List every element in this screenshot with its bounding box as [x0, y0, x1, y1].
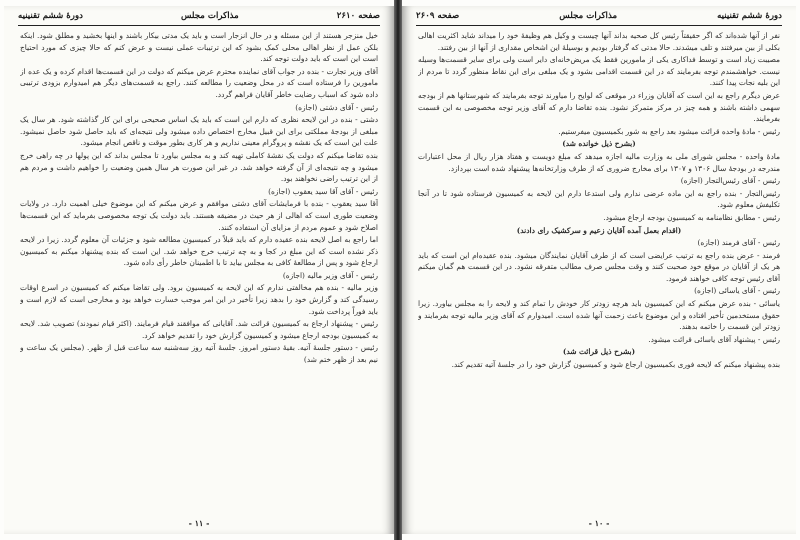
paragraph: رئیس‌التجار - بنده راجع به این ماده عرضی ندارم ولی استدعا دارم این لایحه به کمیسیون فرستاده شود تا در آنجا تکلیفش معلوم شود. [418, 188, 780, 210]
page-body-text [20, 30, 378, 516]
paragraph: رئیس - آقای یاسائی (اجازه) [694, 286, 780, 296]
paragraph: رئیس - آقای وزیر مالیه (اجازه) [282, 270, 378, 280]
paragraph: رئیس - پیشنهاد ارجاع به کمیسیون قرائت شد. آقایانی که موافقند قیام فرمایند. (اکثر قیام نمودند) تصویب شد. لایحه به کمیسیون بودجه ارجاع میشود و کمیسیون گزارش خود را تقدیم خواهد کرد. [20, 319, 378, 340]
paragraph: عرض دیگرم راجع به این است که آقایان وزراء در موقعی که لوایح را میاورند توجه بفرمایند که شهرستانها هم از بودجه سهمی داشته باشند و همه چیز در مرکز متمرکز نشود. بنده تقاضا دارم که آقای وزیر توجه مخصوصی به این قسمت بفرمایند. [418, 90, 780, 124]
paragraph: آقای وزیر تجارت - بنده در جواب آقای نماینده محترم عرض میکنم که دولت در این قسمت‌ها اقدام کرده و یک عده از مامورین را فرستاده است که در محل وضعیت را مطالعه کنند. راجع به قسمت‌های دیگر هم امیدوارم بزودی ترتیبی داده شود که اسباب رضایت خاطر آقایان فراهم گردد. [20, 66, 378, 99]
paragraph: رئیس - آقای آقا سید یعقوب (اجازه) [268, 186, 378, 196]
page-2609 [402, 6, 796, 534]
page-header [416, 10, 782, 26]
paragraph: رئیس - پیشنهاد آقای یاسائی قرائت میشود. [648, 334, 780, 344]
paragraph: بنده پیشنهاد میکنم که لایحه فوری بکمیسیون ارجاع شود و کمیسیون گزارش خود را در جلسهٔ آتیه تقدیم کند. [451, 360, 780, 370]
page-2610 [4, 6, 394, 534]
paragraph: یاسائی - بنده عرض میکنم که این کمیسیون باید هرچه زودتر کار خودش را تمام کند و لایحه را به مجلس بیاورد. زیرا حقوق مستخدمین تأخیر افتاده و این موضوع باعث زحمت آنها شده است. امیدوارم که آقای وزیر مالیه توجه بفرمایند و زودتر این قسمت را خاتمه بدهند. [418, 299, 780, 332]
publication-title: مذاکرات مجلس [180, 11, 239, 22]
page-number-label: صفحه ۲۶۰۹ [416, 11, 460, 22]
paragraph: رئیس - آقای دشتی (اجازه) [295, 102, 378, 112]
paragraph: رئیس - مادهٔ واحده قرائت میشود بعد راجع به شور بکمیسیون میفرستیم. [558, 126, 780, 136]
paragraph: رئیس - آقای رئیس‌التجار (اجازه) [680, 176, 780, 186]
paragraph: بنده تقاضا میکنم که دولت یک نقشهٔ کاملی تهیه کند و به مجلس بیاورد تا مجلس بداند که این پولها در چه راهی خرج میشود و چه نتیجه‌ای از آن گرفته خواهد شد. در غیر این صورت هر سال همین وضعیت را خواهیم داشت و مردم هم از این ترتیب راضی نخواهند بود. [20, 150, 378, 184]
parenthetical-note: (بشرح ذیل خوانده شد) [562, 139, 636, 149]
paragraph: رئیس - آقای فرمند (اجازه) [697, 238, 780, 248]
parenthetical-note: (اقدام بعمل آمده آقایان زعیم و سرکشیک رای دادند) [516, 225, 682, 235]
paragraph: فرمند - عرض بنده راجع به ترتیب عرایضی است که از طرف آقایان نمایندگان میشود. بنده عقیده‌ام این است که باید هر یک از آقایان در موقع خود صحبت کنند و وقت مجلس صرف مطالب متفرقه نشود. در این قسمت هم گمان میکنم آقای رئیس توجه کافی خواهند فرمود. [418, 250, 780, 283]
parenthetical-note: (بشرح ذیل قرائت شد) [562, 347, 636, 357]
page-number-label: صفحه ۲۶۱۰ [336, 11, 380, 22]
page-folio: - ۱۰ - [588, 518, 610, 529]
paragraph: نفر از آنها شده‌اند که اگر حقیقتاً رئیس کل صحیه بداند آنها چیست و وکیل هم وظیفهٔ خود را میداند شاید اکثریت اهالی بکلی از بین میرفتند و تلف میشدند. حالا مدتی که گرفتار بودیم و بوسیلهٔ این اشخاص مقداری از آنها از بین رفتند. [418, 31, 780, 52]
paragraph: وزیر مالیه - بنده هم مخالفتی ندارم که این لایحه به کمیسیون برود. ولی تقاضا میکنم که کمیسیون در اسرع اوقات رسیدگی کند و گزارش خود را بدهد زیرا تأخیر در این امر موجب خسارت خواهد بود و مخارجی است که لازم است و باید فوراً پرداخت شود. [20, 283, 378, 316]
paragraph: مادهٔ واحده - مجلس شورای ملی به وزارت مالیه اجازه میدهد که مبلغ دویست و هفتاد هزار ریال از محل اعتبارات مندرجه در بودجهٔ سال ۱۳۰۶ و ۱۳۰۷ برای مخارج ضروری که از طرف وزارتخانه‌ها پیشنهاد شده است بپردازد. [418, 151, 780, 173]
session-label: دورهٔ ششم تقنینیه [18, 11, 83, 22]
page-header [18, 10, 380, 26]
publication-title: مذاکرات مجلس [559, 11, 618, 22]
paragraph: خیل منزجر هستند از این مسئله و در حال انزجار است و باید یک مدتی بیکار باشند و اینها بخشید و مطلق شود. اینکه بلکن عمل از نظر اهالی محلی کمک بشود که این ترتیبات عملی نیست و عرض کنم که حالا چیزی که مورد احتیاج است این است که باید دولت توجه کند. [20, 31, 378, 64]
paragraph: آقا سید یعقوب - بنده با فرمایشات آقای دشتی موافقم و عرض میکنم که این موضوع خیلی اهمیت دارد. در ولایات وضعیت طوری است که اهالی از هر حیث در مضیقه هستند. باید دولت یک توجه مخصوصی بفرماید که این قسمت‌ها اصلاح شود و عموم مردم از مزایای آن استفاده کنند. [20, 199, 378, 232]
paragraph: مصیبت زیاد است و توسط فداکاری یکی از مامورین فقط یک مریض‌خانه‌ای دایر است ولی برای سایر قسمت‌ها وسیله نیست. خواهشمندم توجه بفرمایند که در این قسمت اقدامی بشود و یک مبلغی برای این نقاط منظور گردد تا مردم از این بلیه نجات پیدا کنند. [418, 55, 780, 88]
paragraph: رئیس - دستور جلسهٔ آتیه. بقیهٔ دستور امروز. جلسهٔ آتیه روز سه‌شنبه سه ساعت قبل از ظهر. (مجلس یک ساعت و نیم بعد از ظهر ختم شد) [20, 343, 378, 365]
page-body-text [418, 30, 780, 516]
book-spine [394, 0, 402, 540]
paragraph: رئیس - مطابق نظامنامه به کمیسیون بودجه ارجاع میشود. [603, 212, 780, 222]
session-label: دورهٔ ششم تقنینیه [717, 11, 782, 22]
paragraph: اما راجع به اصل لایحه بنده عقیده دارم که باید قبلاً در کمیسیون مطالعه شود و جزئیات آن معلوم گردد. زیرا در لایحه ذکر نشده است که این مبلغ در کجا و به چه ترتیب خرج خواهد شد. این است که بنده پیشنهاد میکنم به کمیسیون ارجاع شود و پس از مطالعهٔ کافی به مجلس بیاید تا با اطمینان خاطر رأی داده شود. [20, 235, 378, 268]
paragraph: دشتی - بنده در این لایحه نظری که دارم این است که باید یک اساس صحیحی برای این کار گذاشته شود. هر سال یک مبلغی از بودجهٔ مملکتی برای این قبیل مخارج اختصاص داده میشود ولی نتیجه‌ای که باید حاصل شود حاصل نمیشود. علت این است که یک نقشه و پروگرام معینی نداریم و هر کاری بطور موقت و ناقص انجام میشود. [20, 115, 378, 148]
page-folio: - ۱۱ - [188, 518, 210, 529]
